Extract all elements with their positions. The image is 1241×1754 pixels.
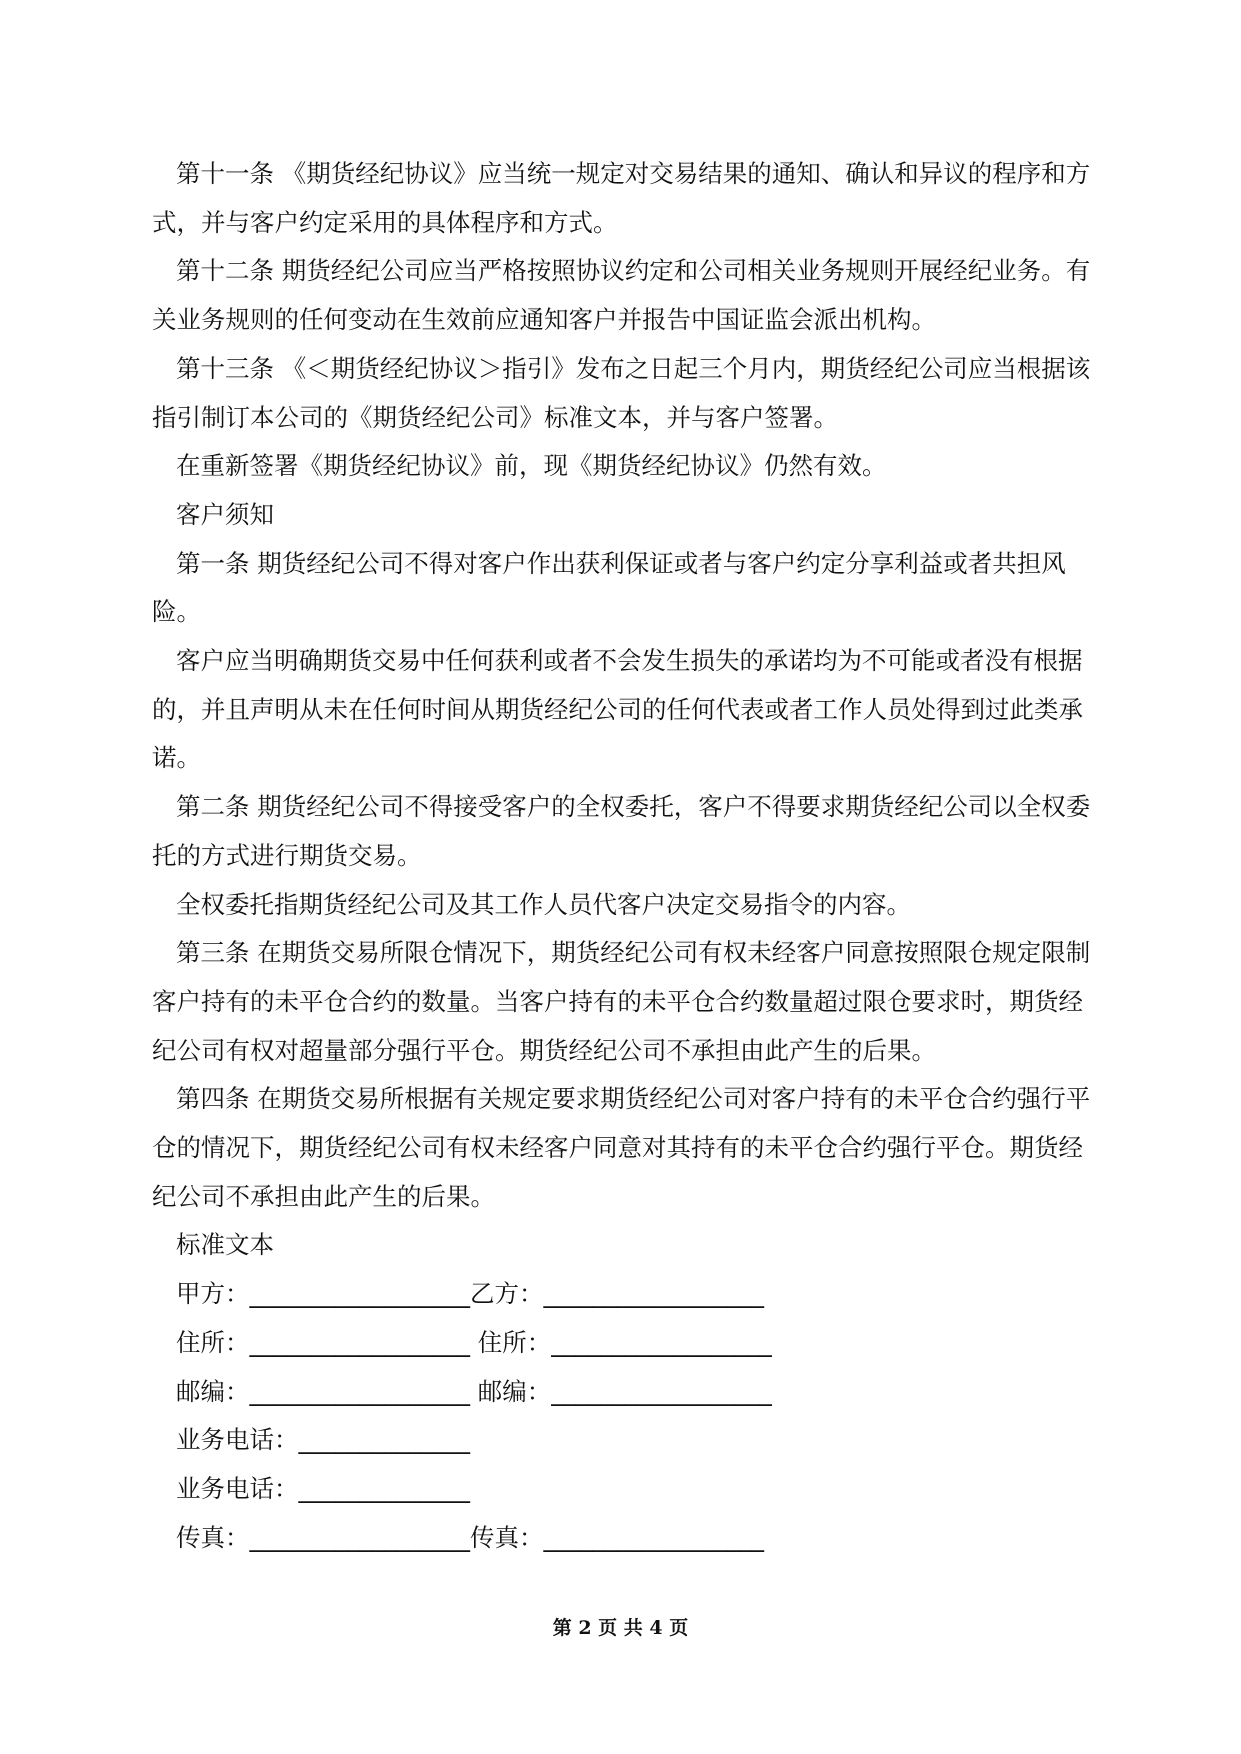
- form-line-address: 住所：__________________ 住所：__________________: [176, 1327, 772, 1357]
- form-line-fax: 传真：__________________传真：__________________: [176, 1522, 764, 1552]
- paragraph-article-11: 第十一条 《期货经纪协议》应当统一规定对交易结果的通知、确认和异议的程序和方式，并与客户约定采用的具体程序和方式。: [152, 159, 1091, 237]
- paragraph-article-13: 第十三条 《＜期货经纪协议＞指引》发布之日起三个月内，期货经纪公司应当根据该指引制订本公司的《期货经纪公司》标准文本，并与客户签署。: [152, 353, 1091, 432]
- form-line-business-phone-1: 业务电话：______________: [176, 1425, 470, 1455]
- paragraph-article-12: 第十二条 期货经纪公司应当严格按照协议约定和公司相关业务规则开展经纪业务。有关业务规则的任何变动在生效前应通知客户并报告中国证监会派出机构。: [152, 256, 1091, 335]
- form-line-postcode: 邮编：__________________ 邮编：__________________: [176, 1376, 772, 1406]
- paragraph-notice-article-2: 第二条 期货经纪公司不得接受客户的全权委托，客户不得要求期货经纪公司以全权委托的方式进行期货交易。: [152, 792, 1091, 870]
- form-line-parties: 甲方：__________________乙方：__________________: [176, 1279, 764, 1309]
- page-footer: [0, 1613, 1241, 1640]
- paragraph-notice-article-1-detail: 客户应当明确期货交易中任何获利或者不会发生损失的承诺均为不可能或者没有根据的，并且声明从未在任何时间从期货经纪公司的任何代表或者工作人员处得到过此类承诺。: [152, 646, 1083, 773]
- form-line-business-phone-2: 业务电话：______________: [176, 1473, 470, 1503]
- section-heading-standard-text: 标准文本: [176, 1230, 274, 1260]
- paragraph-resign-note: 在重新签署《期货经纪协议》前，现《期货经纪协议》仍然有效。: [176, 451, 887, 481]
- paragraph-notice-article-1: 第一条 期货经纪公司不得对客户作出获利保证或者与客户约定分享利益或者共担风险。: [152, 548, 1066, 627]
- page-number-label: 第 2 页 共 4 页: [552, 1617, 689, 1639]
- paragraph-notice-article-3: 第三条 在期货交易所限仓情况下，期货经纪公司有权未经客户同意按照限仓规定限制客户持有的未平仓合约的数量。当客户持有的未平仓合约数量超过限仓要求时，期货经纪公司有权对超量部分强行平仓。期货经纪公司不承担由此产生的后果。: [152, 938, 1091, 1065]
- paragraph-full-authority-definition: 全权委托指期货经纪公司及其工作人员代客户决定交易指令的内容。: [176, 889, 911, 919]
- document-body: [152, 150, 1092, 1562]
- paragraph-notice-article-4: 第四条 在期货交易所根据有关规定要求期货经纪公司对客户持有的未平仓合约强行平仓的情况下，期货经纪公司有权未经客户同意对其持有的未平仓合约强行平仓。期货经纪公司不承担由此产生的后果。: [152, 1084, 1091, 1211]
- section-heading-customer-notice: 客户须知: [176, 499, 274, 529]
